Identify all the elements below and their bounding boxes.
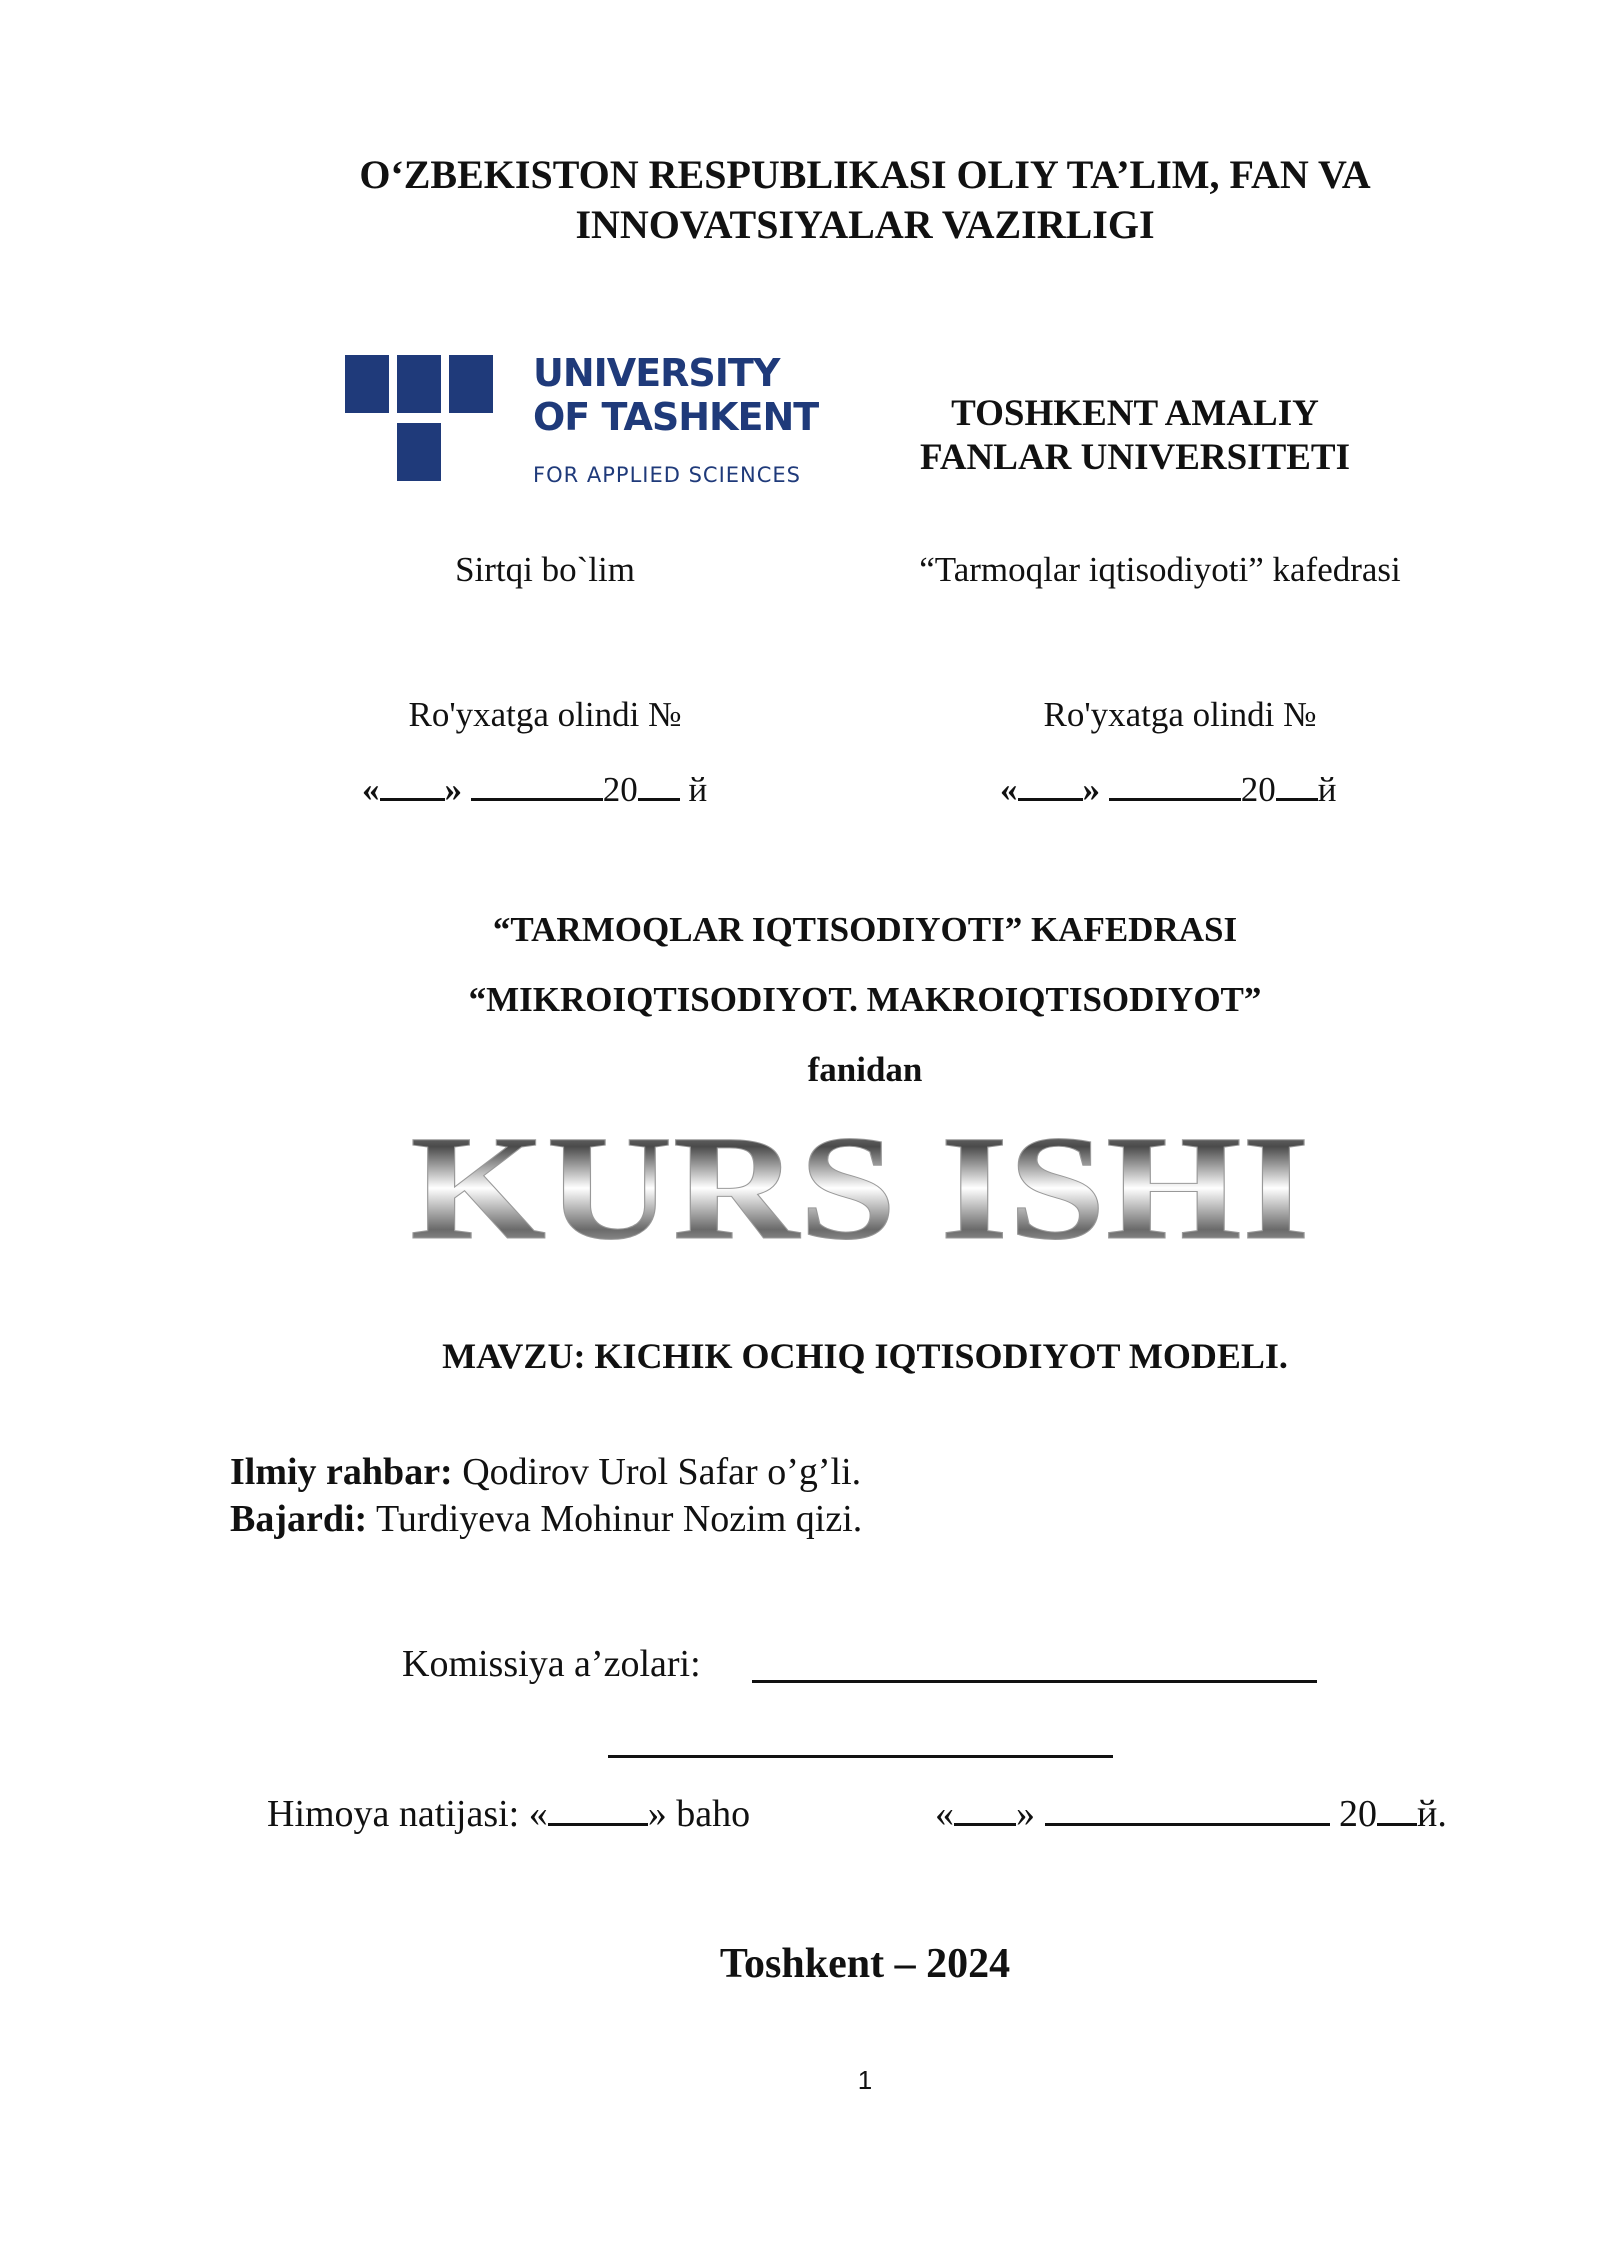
supervisor-line (230, 1450, 861, 1494)
commission-line-2 (608, 1755, 1113, 1758)
defense-date: « » 20 й. (935, 1793, 1447, 1835)
author-name: Turdiyeva Mohinur Nozim qizi. (376, 1498, 863, 1540)
university-name-line-2: FANLAR UNIVERSITETI (919, 437, 1351, 478)
defense-result: Himoya natijasi: « » baho (267, 1793, 751, 1835)
work-type-wordart (380, 1110, 1340, 1255)
subject-title: “MIKROIQTISODIYOT. MAKROIQTISODIYOT” (468, 980, 1262, 1019)
work-type-title: KURS ISHI (410, 1110, 1310, 1255)
supervisor-label: Ilmiy rahbar: (230, 1451, 453, 1493)
logo-text-line-2: OF TASHKENT (533, 395, 819, 439)
registration-date-left: « » 20 й (362, 770, 708, 809)
registration-label-left: Ro'yxatga olindi № (408, 695, 682, 734)
topic: MAVZU: KICHIK OCHIQ IQTISODIYOT MODELI. (442, 1336, 1288, 1376)
commission-label: Komissiya a’zolari: (402, 1643, 701, 1685)
department-right: “Tarmoqlar iqtisodiyoti” kafedrasi (919, 550, 1401, 589)
registration-date-right: « » 20 й (1000, 770, 1337, 809)
university-name-line-1: TOSHKENT AMALIY (951, 393, 1319, 434)
commission-line-1 (752, 1680, 1317, 1683)
author-line (230, 1497, 862, 1541)
supervisor-name: Qodirov Urol Safar o’g’li. (462, 1451, 862, 1493)
ministry-header (250, 150, 1480, 250)
city-year: Toshkent – 2024 (719, 1941, 1011, 1987)
logo-text-line-3: FOR APPLIED SCIENCES (533, 463, 802, 487)
kafedra-title: “TARMOQLAR IQTISODIYOTI” KAFEDRASI (492, 910, 1238, 949)
ministry-line-2: INNOVATSIYALAR VAZIRLIGI (575, 202, 1155, 247)
university-name (880, 392, 1390, 480)
ministry-line-1: O‘ZBEKISTON RESPUBLIKASI OLIY TA’LIM, FAN VA (359, 152, 1371, 197)
author-label: Bajardi: (230, 1498, 368, 1540)
department-left: Sirtqi bo`lim (455, 550, 635, 589)
registration-label-right: Ro'yxatga olindi № (1043, 695, 1317, 734)
page-number: 1 (857, 2065, 873, 2095)
logo-text-line-1: UNIVERSITY (533, 351, 780, 395)
university-logo (345, 351, 819, 495)
subject-suffix: fanidan (807, 1050, 923, 1089)
